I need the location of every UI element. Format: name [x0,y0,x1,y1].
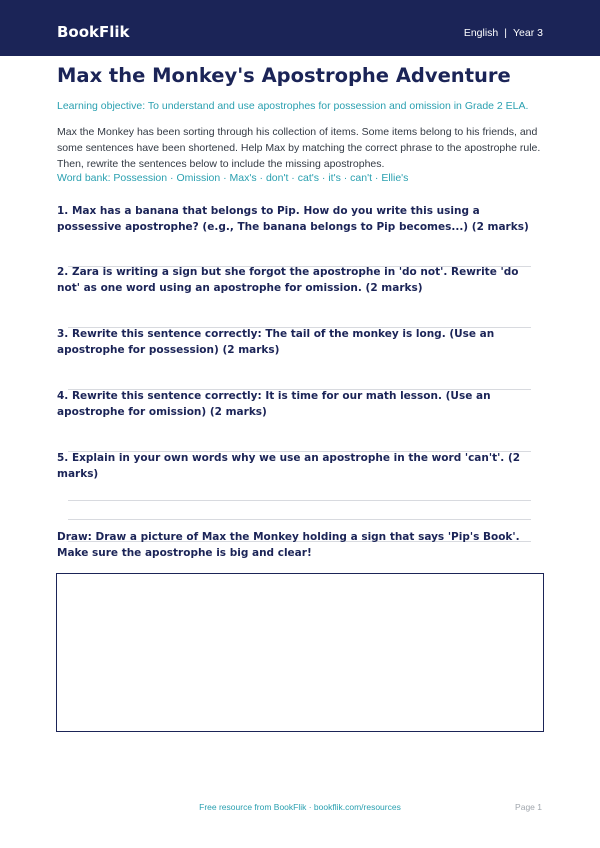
year-label: Year 3 [513,27,543,39]
page-number: Page 1 [515,802,542,812]
question-5: 5. Explain in your own words why we use an apostrophe in the word 'can't'. (2 marks) [57,452,521,480]
answer-line-5b[interactable] [68,519,531,520]
header-bar [0,0,600,56]
worksheet-title: Max the Monkey's Apostrophe Adventure [57,64,511,87]
footer-credit[interactable]: Free resource from BookFlik · bookflik.com/resources [199,802,401,812]
subject-label: English [463,27,499,39]
answer-line-5a[interactable] [68,500,531,501]
draw-task-prompt: Draw: Draw a picture of Max the Monkey holding a sign that says 'Pip's Book'. Make sure the apostrophe is big and clear! [57,531,520,559]
intro-paragraph: Max the Monkey has been sorting through his collection of items. Some items belong to his friends, and some sentences have been shortened. Help Max by matching the correct phrase to the apostrophe rule. Then, rewrite the sentences below to include the missing apostrophes. [57,126,541,170]
brand-logo-text[interactable]: BookFlik [57,23,130,41]
question-4: 4. Rewrite this sentence correctly: It is time for our math lesson. (Use an apostrophe for omission) (2 marks) [57,390,491,418]
drawing-area[interactable] [56,573,544,732]
word-bank: Word bank: Possession · Omission · Max's · don't · cat's · it's · can't · Ellie's [57,172,409,184]
header-separator: | [504,27,508,39]
question-2: 2. Zara is writing a sign but she forgot the apostrophe in 'do not'. Rewrite 'do not' as one word using an apostrophe for omission. (2 marks) [57,266,519,294]
question-3: 3. Rewrite this sentence correctly: The tail of the monkey is long. (Use an apostrophe for possession) (2 marks) [57,328,495,356]
learning-objective: Learning objective: To understand and use apostrophes for possession and omission in Grade 2 ELA. [57,100,529,112]
question-1: 1. Max has a banana that belongs to Pip. How do you write this using a possessive apostrophe? (e.g., The banana belongs to Pip becomes...) (2 marks) [57,205,529,233]
subject-year-label [464,27,543,39]
